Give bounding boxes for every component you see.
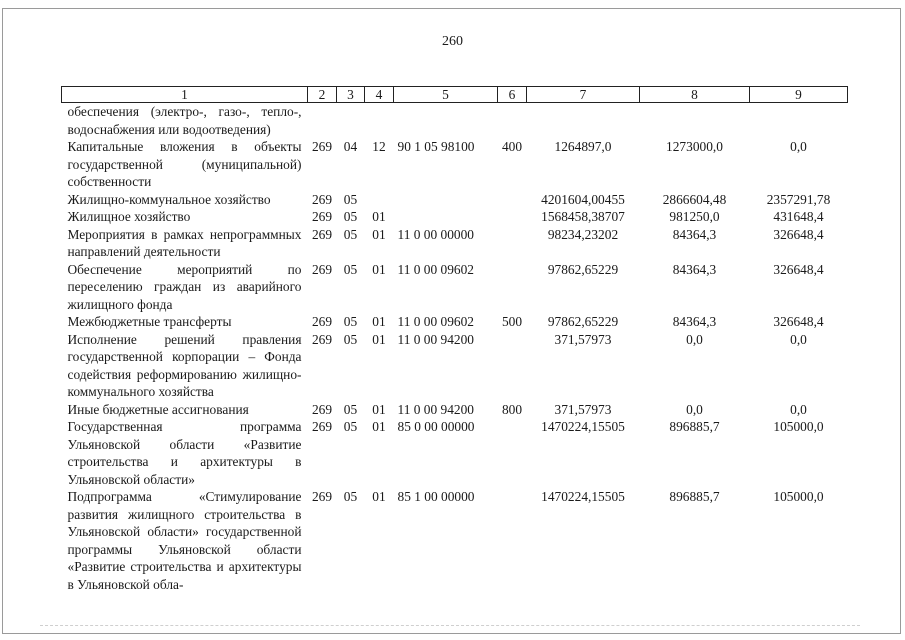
row-value-7: 1470224,15505: [541, 489, 625, 504]
row-subsection: [365, 191, 394, 209]
row-code: [308, 103, 337, 139]
row-value-9: 326648,4: [773, 314, 824, 329]
row-section: 05: [343, 489, 358, 504]
row-target-article: 85 0 00 00000: [397, 419, 475, 434]
row-subsection: 01: [372, 226, 386, 242]
row-section: 05: [343, 226, 358, 242]
row-name: Обеспечение мероприятий по переселению граждан из аварийного жилищного фонда: [67, 261, 302, 312]
row-code: 269: [311, 209, 333, 224]
row-name: обеспечения (электро-, газо-, тепло-, водоснабжения или водоотведения): [67, 104, 302, 137]
header-col-5: 5: [394, 87, 498, 103]
row-code: 269: [311, 419, 333, 434]
row-target-article: 90 1 05 98100: [397, 139, 475, 154]
table-row: [62, 208, 848, 226]
row-subsection: 01: [372, 419, 386, 434]
row-value-9: 326648,4: [773, 261, 824, 277]
row-value-7: 97862,65229: [547, 314, 619, 329]
row-section: 05: [343, 314, 358, 329]
row-section: 05: [343, 191, 358, 207]
table-row: [62, 401, 848, 419]
table-row: [62, 331, 848, 401]
row-name: Жилищно-коммунальное хозяйство: [67, 191, 271, 207]
row-subsection: 01: [372, 489, 386, 504]
row-name: Исполнение решений правления государственной корпорации – Фонда содействия реформированию жилищно-коммунального хозяйства: [67, 331, 302, 399]
row-value-7: 98234,23202: [547, 226, 619, 242]
row-value-8: 2866604,48: [662, 191, 727, 207]
row-target-article: 11 0 00 09602: [397, 261, 474, 277]
row-code: 269: [311, 314, 333, 329]
row-name: Иные бюджетные ассигнования: [67, 401, 249, 417]
row-expense-type: 500: [501, 314, 523, 329]
row-code: 269: [311, 331, 333, 347]
row-value-9: [750, 103, 848, 139]
row-value-7: 97862,65229: [547, 261, 619, 277]
table-row: [62, 488, 848, 593]
row-subsection: 01: [372, 331, 386, 347]
row-section: [337, 103, 365, 139]
row-value-8: 0,0: [686, 401, 703, 417]
row-value-8: 84364,3: [672, 261, 717, 277]
table-row: [62, 313, 848, 331]
row-value-7: 1264897,0: [554, 139, 612, 154]
row-code: 269: [311, 489, 333, 504]
row-expense-type: [498, 191, 527, 209]
row-value-8: 1273000,0: [666, 139, 723, 154]
row-value-8: [640, 103, 750, 139]
row-value-8: 84364,3: [672, 314, 717, 329]
row-value-7: [527, 103, 640, 139]
row-value-8: 84364,3: [672, 226, 717, 242]
row-expense-type: [498, 331, 527, 401]
row-code: 269: [311, 261, 333, 277]
row-name: Подпрограмма «Стимулирование развития жилищного строительства в Ульяновской области» государственной программы Ульяновской области «Развитие строительства и архитектуры в Ульяновской обла-: [67, 489, 302, 592]
row-expense-type: [498, 226, 527, 261]
table-row: [62, 261, 848, 314]
row-value-8: 981250,0: [669, 209, 720, 224]
table-row: [62, 103, 848, 139]
budget-table: [61, 86, 848, 593]
row-name: Межбюджетные трансферты: [67, 314, 232, 329]
row-subsection: 01: [372, 261, 386, 277]
row-expense-type: [498, 208, 527, 226]
row-code: 269: [311, 226, 333, 242]
row-code: 269: [311, 139, 333, 154]
row-value-9: 0,0: [790, 331, 807, 347]
row-value-9: 105000,0: [773, 489, 824, 504]
row-name: Мероприятия в рамках непрограммных направлений деятельности: [67, 226, 302, 259]
row-value-7: 1568458,38707: [541, 209, 625, 224]
table-row: [62, 418, 848, 488]
row-subsection: 01: [372, 314, 386, 329]
row-target-article: [394, 191, 498, 209]
row-target-article: 85 1 00 00000: [397, 489, 475, 504]
table-body: [62, 103, 848, 594]
row-subsection: 12: [372, 139, 386, 154]
row-value-9: 0,0: [790, 401, 807, 417]
row-target-article: 11 0 00 94200: [397, 331, 474, 347]
row-subsection: [365, 103, 394, 139]
row-expense-type: [498, 261, 527, 314]
row-code: 269: [311, 191, 333, 207]
page-bottom-edge: [40, 625, 860, 626]
header-col-7: 7: [527, 87, 640, 103]
row-value-7: 371,57973: [554, 331, 612, 347]
row-value-7: 371,57973: [554, 401, 612, 417]
row-expense-type: [498, 418, 527, 488]
row-section: 05: [343, 209, 358, 224]
row-target-article: 11 0 00 09602: [397, 314, 474, 329]
row-section: 05: [343, 401, 358, 417]
table-row: [62, 138, 848, 191]
row-expense-type: [498, 488, 527, 593]
row-value-9: 0,0: [790, 139, 807, 154]
row-target-article: 11 0 00 00000: [397, 226, 474, 242]
row-value-9: 105000,0: [773, 419, 824, 434]
page-number: 260: [442, 34, 463, 49]
row-name: Капитальные вложения в объекты государственной (муниципальной) собственности: [67, 139, 302, 189]
row-value-9: 431648,4: [773, 209, 824, 224]
row-subsection: 01: [372, 209, 386, 224]
header-col-1: 1: [62, 87, 308, 103]
row-name: Жилищное хозяйство: [67, 209, 191, 224]
row-section: 04: [343, 139, 358, 154]
row-expense-type: 800: [501, 401, 523, 417]
row-value-7: 4201604,00455: [541, 191, 625, 207]
table-row: [62, 191, 848, 209]
row-target-article: [394, 208, 498, 226]
row-value-8: 896885,7: [669, 489, 720, 504]
header-col-3: 3: [337, 87, 365, 103]
row-section: 05: [343, 261, 358, 277]
row-value-9: 326648,4: [773, 226, 824, 242]
row-section: 05: [343, 331, 358, 347]
row-value-7: 1470224,15505: [541, 419, 625, 434]
row-value-8: 896885,7: [669, 419, 720, 434]
table-header-row: [62, 87, 848, 103]
row-value-8: 0,0: [686, 331, 703, 347]
header-col-6: 6: [498, 87, 527, 103]
row-name: Государственная программа Ульяновской области «Развитие строительства и архитектуры в Ульяновской области»: [67, 419, 302, 487]
table-row: [62, 226, 848, 261]
header-col-2: 2: [308, 87, 337, 103]
row-target-article: [394, 103, 498, 139]
row-expense-type: 400: [501, 139, 523, 154]
row-target-article: 11 0 00 94200: [397, 401, 474, 417]
header-col-4: 4: [365, 87, 394, 103]
row-subsection: 01: [372, 401, 386, 417]
row-code: 269: [311, 401, 333, 417]
row-value-9: 2357291,78: [766, 191, 831, 207]
row-expense-type: [498, 103, 527, 139]
row-section: 05: [343, 419, 358, 434]
header-col-9: 9: [750, 87, 848, 103]
header-col-8: 8: [640, 87, 750, 103]
